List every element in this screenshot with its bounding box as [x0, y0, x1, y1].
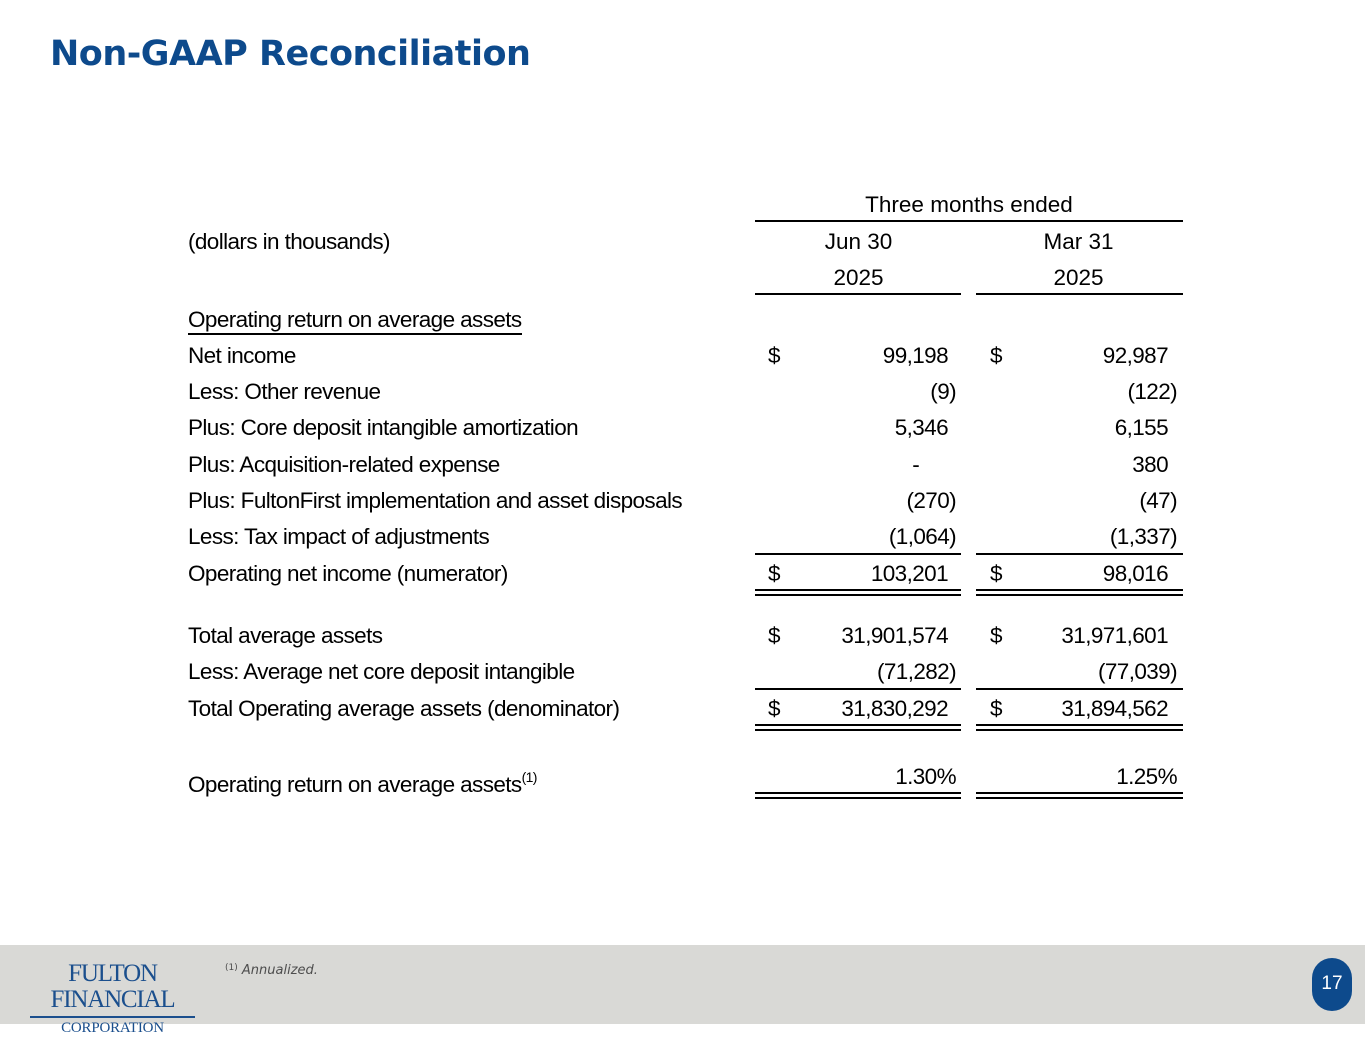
logo-divider: [30, 1016, 195, 1018]
period-header: Three months ended: [865, 192, 1073, 217]
footnote-text: Annualized.: [241, 963, 318, 978]
result-label-text: Operating return on average assets: [188, 772, 522, 797]
footnote-marker: (1): [225, 963, 238, 973]
currency-symbol: $: [768, 343, 780, 368]
total-double-rule: [755, 589, 961, 596]
row-value-col1: (71,282): [876, 659, 956, 684]
row-label: Less: Other revenue: [188, 379, 381, 404]
row-value-col2: 98,016: [1102, 561, 1168, 586]
total-double-rule: [976, 792, 1183, 799]
currency-symbol: $: [768, 696, 780, 721]
row-value-col2: (122): [1127, 379, 1177, 404]
subtotal-rule: [976, 553, 1183, 555]
page-number-badge: 17: [1312, 958, 1352, 1011]
row-label: Total average assets: [188, 623, 383, 648]
col2-year: 2025: [1053, 265, 1104, 290]
fulton-financial-logo: [30, 961, 195, 1037]
row-label: Plus: Core deposit intangible amortization: [188, 415, 579, 440]
row-label: Plus: FultonFirst implementation and asset disposals: [188, 488, 683, 513]
result-value-col1: 1.30%: [895, 764, 956, 789]
row-value-col1: 31,830,292: [841, 696, 948, 721]
row-value-col2: 6,155: [1114, 415, 1168, 440]
row-value-col2: 92,987: [1102, 343, 1168, 368]
currency-symbol: $: [768, 623, 780, 648]
row-value-col1: (9): [930, 379, 956, 404]
currency-symbol: $: [990, 561, 1002, 586]
row-label: Less: Tax impact of adjustments: [188, 524, 490, 549]
row-value-col1: -: [912, 452, 920, 477]
row-value-col2: (1,337): [1109, 524, 1177, 549]
subtotal-rule: [976, 688, 1183, 690]
total-double-rule: [976, 589, 1183, 596]
row-label: Plus: Acquisition-related expense: [188, 452, 500, 477]
footnote-ref: (1): [521, 769, 537, 785]
row-value-col2: 31,894,562: [1061, 696, 1168, 721]
section-title-text: Operating return on average assets: [188, 307, 522, 335]
total-double-rule: [976, 724, 1183, 731]
row-value-col1: (270): [906, 488, 956, 513]
col2-header-rule: [976, 293, 1183, 295]
row-label: Operating net income (numerator): [188, 561, 508, 586]
footnote: [225, 963, 318, 978]
row-label: Less: Average net core deposit intangible: [188, 659, 575, 684]
row-label: Net income: [188, 343, 296, 368]
row-value-col1: 5,346: [894, 415, 948, 440]
logo-top-text: FULTON FINANCIAL: [50, 960, 175, 1013]
page-title: Non-GAAP Reconciliation: [50, 34, 531, 74]
row-value-col2: 380: [1132, 452, 1168, 477]
col2-month: Mar 31: [1043, 229, 1114, 254]
row-value-col1: 99,198: [882, 343, 948, 368]
col1-month: Jun 30: [824, 229, 893, 254]
row-value-col2: (47): [1139, 488, 1177, 513]
row-value-col2: 31,971,601: [1061, 623, 1168, 648]
result-label: [188, 764, 537, 798]
units-label: (dollars in thousands): [188, 229, 390, 254]
section-title: [188, 307, 522, 333]
currency-symbol: $: [990, 343, 1002, 368]
subtotal-rule: [755, 688, 961, 690]
total-double-rule: [755, 792, 961, 799]
subtotal-rule: [755, 553, 961, 555]
footer-bar: [0, 945, 1365, 1036]
col1-year: 2025: [833, 265, 884, 290]
header-rule: [755, 220, 1183, 222]
currency-symbol: $: [768, 561, 780, 586]
total-double-rule: [755, 724, 961, 731]
row-label: Total Operating average assets (denominator): [188, 696, 620, 721]
row-value-col1: 31,901,574: [841, 623, 948, 648]
row-value-col1: 103,201: [870, 561, 948, 586]
result-value-col2: 1.25%: [1116, 764, 1177, 789]
currency-symbol: $: [990, 696, 1002, 721]
row-value-col1: (1,064): [888, 524, 956, 549]
logo-bottom-text: CORPORATION: [61, 1020, 164, 1036]
currency-symbol: $: [990, 623, 1002, 648]
col1-header-rule: [755, 293, 961, 295]
row-value-col2: (77,039): [1097, 659, 1177, 684]
